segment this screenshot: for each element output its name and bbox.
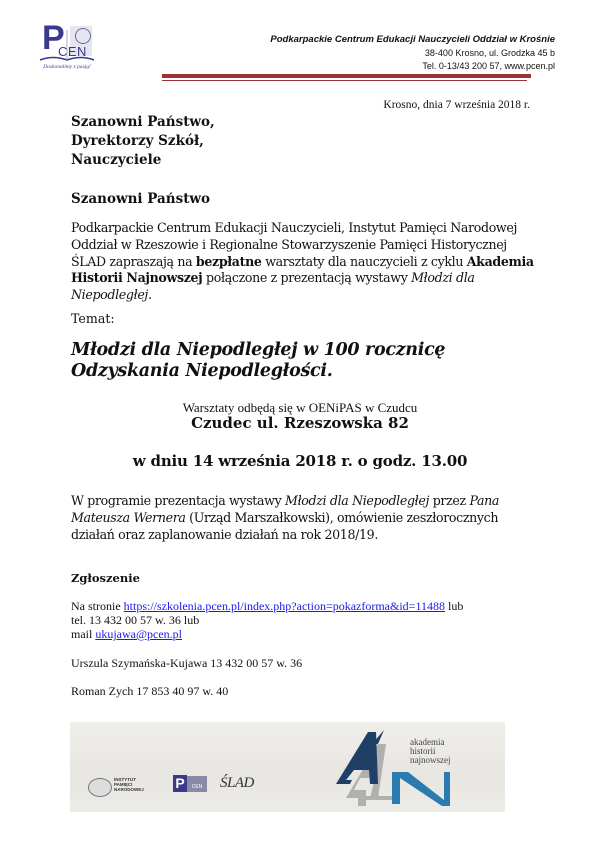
- logo-tagline: Doskonalimy z pasją!: [43, 64, 91, 70]
- pcen-logo: [38, 19, 96, 72]
- ipn-logo-line: PAMIĘCI: [114, 782, 133, 787]
- ahn-logo-line: historii: [410, 746, 436, 756]
- registration-text: lub: [445, 599, 464, 613]
- intro-text: warsztaty dla nauczycieli z cyklu: [261, 253, 467, 269]
- header-address: 38-400 Krosno, ul. Grodzka 45 b: [424, 48, 555, 58]
- program-text: przez: [429, 493, 470, 508]
- program-text: (Urząd Marszałkowski), omówienie zeszłorocznych działań oraz zaplanowanie działań na rok 2018/19.: [71, 509, 499, 542]
- registration-email-link[interactable]: ukujawa@pcen.pl: [95, 627, 183, 641]
- topic-title-line: Odzyskania Niepodległości.: [71, 361, 333, 381]
- registration-text: mail: [71, 627, 96, 641]
- program-presenter: Pana Mateusza Wernera: [71, 493, 500, 525]
- greeting: Szanowni Państwo: [71, 191, 211, 207]
- pcen-mini-cen: CEN: [187, 776, 207, 792]
- ipn-eagle-seal-icon: [88, 778, 112, 797]
- venue-address: Czudec ul. Rzeszowska 82: [191, 414, 409, 432]
- intro-text: Podkarpackie Centrum Edukacji Nauczycieli, Instytut Pamięci Narodowej Oddział w Rzeszowie i Regionalne Stowarzyszenie Pamięci Historycznej ŚLAD zapraszają na: [71, 220, 518, 269]
- program-text: W programie prezentacja wystawy: [71, 493, 286, 508]
- program-paragraph: [71, 493, 541, 543]
- crest-icon: [75, 28, 91, 44]
- header-organization: Podkarpackie Centrum Edukacji Nauczycieli Oddział w Krośnie: [270, 34, 555, 45]
- slad-logo: ŚLAD: [220, 775, 254, 791]
- ipn-logo-text: [114, 777, 144, 792]
- contact-person: Urszula Szymańska-Kujawa 13 432 00 57 w. 36: [71, 656, 303, 670]
- pcen-mini-p: P: [173, 775, 187, 792]
- ipn-logo-line: INSTYTUT: [114, 777, 136, 782]
- program-exhibition-name: Młodzi dla Niepodległej: [285, 493, 430, 508]
- letter-date: Krosno, dnia 7 września 2018 r.: [383, 99, 530, 111]
- header-divider-thin: [162, 80, 527, 81]
- registration-text: Na stronie: [71, 599, 124, 613]
- header-contact: Tel. 0-13/43 200 57, www.pcen.pl: [422, 61, 555, 71]
- pcen-mini-logo: [173, 775, 208, 795]
- addressees: [71, 113, 215, 170]
- intro-text: .: [148, 287, 152, 303]
- addressee: Nauczyciele: [71, 152, 162, 168]
- registration-phone: tel. 13 432 00 57 w. 36 lub: [71, 613, 200, 627]
- registration-details: [71, 599, 551, 641]
- ahn-logo-line: najnowszej: [410, 755, 451, 765]
- ipn-logo-line: NARODOWEJ: [114, 787, 144, 792]
- ahn-logo-line: akademia: [410, 737, 445, 747]
- venue-line: Warsztaty odbędą się w OENiPAS w Czudcu: [182, 400, 418, 415]
- registration-heading: Zgłoszenie: [71, 571, 140, 585]
- header-divider: [162, 74, 531, 78]
- partners-banner: [70, 722, 505, 812]
- contact-person: Roman Zych 17 853 40 97 w. 40: [71, 684, 229, 698]
- addressee: Szanowni Państwo,: [71, 114, 215, 130]
- topic-title: [71, 340, 445, 382]
- intro-paragraph: [71, 220, 541, 304]
- event-datetime: w dniu 14 września 2018 r. o godz. 13.00: [132, 452, 468, 470]
- intro-free-emphasis: bezpłatne: [195, 253, 262, 269]
- topic-label: Temat:: [71, 311, 115, 326]
- topic-title-line: Młodzi dla Niepodległej w 100 rocznicę: [71, 340, 446, 360]
- intro-cycle-name: Akademia Historii Najnowszej: [71, 253, 534, 286]
- ahn-logo-text: [410, 738, 451, 765]
- intro-exhibition-name: Młodzi dla Niepodległej: [71, 270, 475, 303]
- logo-letters-cen: CEN: [58, 44, 87, 59]
- registration-link[interactable]: https://szkolenia.pcen.pl/index.php?action=pokazforma&id=11488: [123, 599, 446, 613]
- intro-text: połączone z prezentacją wystawy: [202, 270, 412, 286]
- logo-letter-p: P: [42, 19, 65, 57]
- addressee: Dyrektorzy Szkół,: [71, 133, 204, 149]
